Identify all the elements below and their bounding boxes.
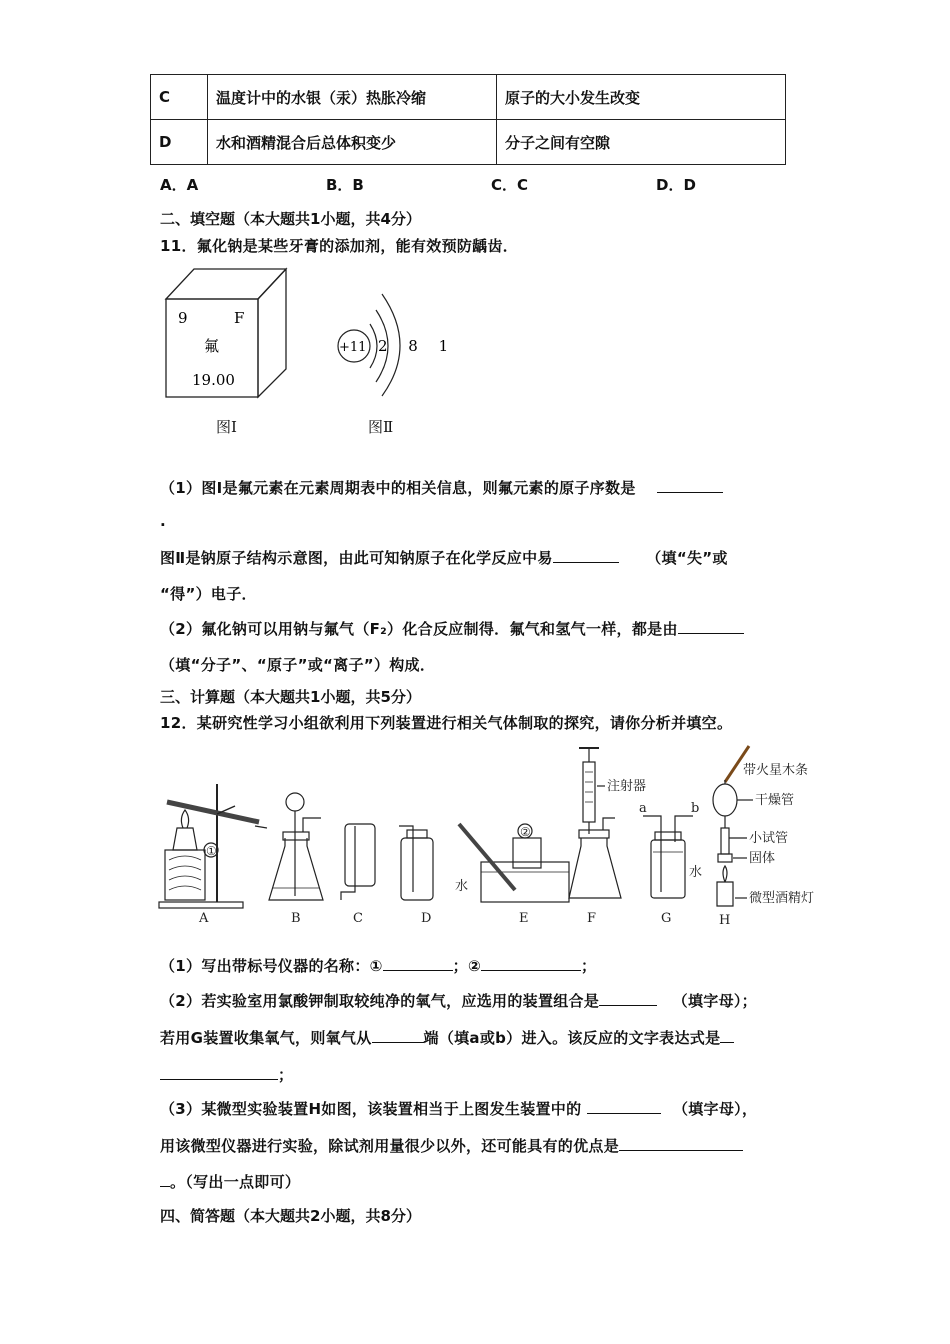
choice-c: C．C (491, 176, 529, 194)
flask-f-tube (603, 818, 615, 830)
q12-part7-text: 。（写出一点即可） (170, 1173, 301, 1191)
q12-part3-text: 若用G装置收集氧气，则氧气从 (160, 1029, 372, 1047)
answer-blank[interactable] (657, 478, 723, 493)
water-g-label: 水 (689, 865, 703, 880)
label-h: H (719, 913, 731, 928)
tube-b-label: b (691, 801, 700, 816)
tube-c (341, 826, 355, 900)
row-explanation: 原子的大小发生改变 (497, 75, 786, 120)
bottle-d-neck (407, 830, 427, 838)
row-explanation: 分子之间有空隙 (497, 120, 786, 165)
bottle-g (651, 840, 685, 898)
choice-b: B．B (326, 176, 364, 194)
micro-flame (723, 866, 727, 882)
nucleus-charge: +11 (339, 340, 367, 355)
circle-2-label: ② (520, 825, 531, 839)
q11-part2-text: 图Ⅱ是钠原子结构示意图，由此可知钠原子在化学反应中易 (160, 549, 553, 567)
answer-blank[interactable] (587, 1099, 661, 1114)
table-row (151, 75, 786, 120)
syringe-marks (585, 772, 593, 802)
section2-title: 二、填空题（本大题共1小题，共4分） (160, 210, 421, 228)
q12-part1-sep: ；② (452, 957, 481, 975)
splint-label: 带火星木条 (743, 763, 809, 778)
label-f: F (587, 911, 597, 926)
table-row (151, 120, 786, 165)
alcohol-lamp (173, 828, 197, 850)
options-table (150, 74, 786, 165)
tube-a (643, 816, 661, 892)
atomic-number: 9 (178, 309, 188, 327)
q12-part5-text: （3）某微型实验装置H如图，该装置相当于上图发生装置中的 (160, 1100, 582, 1118)
drying-tube-bulb (713, 784, 737, 816)
stand-base (159, 902, 243, 908)
q12-part6 (160, 1135, 743, 1156)
flask-stopper (283, 832, 309, 840)
row-phenomenon: 温度计中的水银（汞）热胀冷缩 (208, 75, 497, 120)
section3-title: 三、计算题（本大题共1小题，共5分） (160, 688, 421, 706)
funnel-bulb (286, 793, 304, 811)
flask-f (569, 838, 621, 898)
apparatus-e (459, 824, 569, 902)
q12-part2-hint: （填字母）； (672, 992, 757, 1010)
label-e: E (519, 911, 529, 926)
q12-part5-hint: （填字母）， (672, 1100, 758, 1118)
choice-a: A．A (160, 176, 199, 194)
tube-a-label: a (639, 801, 647, 816)
q12-part3-mid: 端（填a或b）进入。该反应的文字表达式是 (423, 1029, 721, 1047)
delivery-tube (255, 826, 267, 828)
question-12: 12．某研究性学习小组欲利用下列装置进行相关气体制取的探究，请你分析并填空。 (160, 714, 733, 732)
choice-d: D．D (656, 176, 696, 194)
q12-part2-text: （2）若实验室用氯酸钾制取较纯净的氧气，应选用的装置组合是 (160, 992, 600, 1010)
drying-tube-label: 干燥管 (755, 793, 795, 808)
shell-electrons: 2 8 1 (378, 337, 457, 355)
figure-2-label: 图Ⅱ (368, 418, 394, 436)
answer-blank[interactable] (553, 548, 619, 563)
solid-reagent (718, 854, 732, 862)
answer-blank[interactable] (720, 1028, 734, 1043)
apparatus-g (643, 816, 693, 898)
q12-part5 (160, 1098, 757, 1119)
q12-part1-end: ； (580, 957, 597, 975)
q12-part1 (160, 955, 596, 976)
label-a: A (199, 911, 209, 926)
label-g: G (661, 911, 672, 926)
q11-part1 (160, 477, 723, 498)
apparatus-c (341, 824, 375, 900)
answer-blank[interactable] (160, 1065, 278, 1080)
gas-bottle-e (513, 838, 541, 868)
answer-blank[interactable] (599, 991, 657, 1006)
element-symbol: F (234, 309, 245, 327)
question-11: 11．氟化钠是某些牙膏的添加剂，能有效预防龋齿． (160, 237, 519, 255)
flask-tube (303, 818, 321, 832)
answer-blank[interactable] (160, 1172, 170, 1187)
q11-part1-end: . (160, 512, 166, 530)
shell-1-arc (370, 324, 377, 368)
q11-part1-text: （1）图Ⅰ是氟元素在元素周期表中的相关信息，则氟元素的原子序数是 (160, 479, 636, 497)
row-letter: C (151, 75, 208, 120)
bottle-g-stopper (655, 832, 681, 840)
row-phenomenon: 水和酒精混合后总体积变少 (208, 120, 497, 165)
solid-label: 固体 (749, 851, 776, 866)
element-name: 氟 (204, 337, 220, 355)
micro-lamp (717, 882, 733, 906)
q12-part7 (160, 1171, 300, 1192)
box-side (258, 269, 286, 397)
lamp-flame (181, 810, 188, 828)
q12-part2 (160, 990, 757, 1011)
label-b: B (291, 911, 301, 926)
q11-part3-cont: （填“分子”、“原子”或“离子”）构成． (160, 656, 436, 674)
q12-part1-text: （1）写出带标号仪器的名称：① (160, 957, 383, 975)
answer-blank-1[interactable] (383, 956, 453, 971)
answer-blank[interactable] (372, 1028, 424, 1043)
test-tube (167, 802, 259, 822)
answer-blank-2[interactable] (481, 956, 581, 971)
answer-blank[interactable] (678, 619, 744, 634)
q11-part2-cont: “得”）电子． (160, 585, 257, 603)
apparatus-d (399, 826, 433, 900)
small-test-tube (721, 828, 729, 854)
box-edge (258, 269, 286, 299)
tube-b (675, 816, 693, 842)
sodium-atom-diagram (330, 280, 457, 410)
flask-f-stopper (579, 830, 609, 838)
q11-part3-text: （2）氟化钠可以用钠与氟气（F₂）化合反应制得．氟气和氢气一样，都是由 (160, 620, 678, 638)
label-d: D (421, 911, 432, 926)
box-top (166, 269, 286, 299)
circle-1-label: ① (206, 844, 217, 858)
q11-part2 (160, 547, 728, 568)
apparatus-f (569, 748, 621, 898)
q12-part6-text: 用该微型仪器进行实验，除试剂用量很少以外，还可能具有的优点是 (160, 1137, 620, 1155)
q11-part3 (160, 618, 744, 639)
lamp-label: 微型酒精灯 (749, 891, 815, 906)
apparatus-diagram (155, 742, 835, 932)
q11-part2-hint: （填“失”或 (646, 549, 728, 567)
q12-part4 (160, 1064, 293, 1085)
answer-blank[interactable] (619, 1136, 743, 1151)
conical-flask (269, 838, 323, 900)
atomic-mass: 19.00 (192, 371, 235, 389)
row-letter: D (151, 120, 208, 165)
wood-grain (169, 856, 201, 890)
q12-part3 (160, 1027, 734, 1048)
section4-title: 四、简答题（本大题共2小题，共8分） (160, 1207, 421, 1225)
figure-1-label: 图Ⅰ (216, 418, 237, 436)
water-e-label: 水 (455, 879, 469, 894)
label-c: C (353, 911, 363, 926)
wooden-block (165, 850, 205, 900)
bottle-d (401, 838, 433, 900)
q12-part4-end: ； (278, 1066, 294, 1084)
syringe-label: 注射器 (607, 779, 647, 794)
bottle-c (345, 824, 375, 886)
element-box-figure (160, 265, 300, 405)
apparatus-b (269, 793, 323, 900)
small-tube-label: 小试管 (749, 831, 789, 846)
